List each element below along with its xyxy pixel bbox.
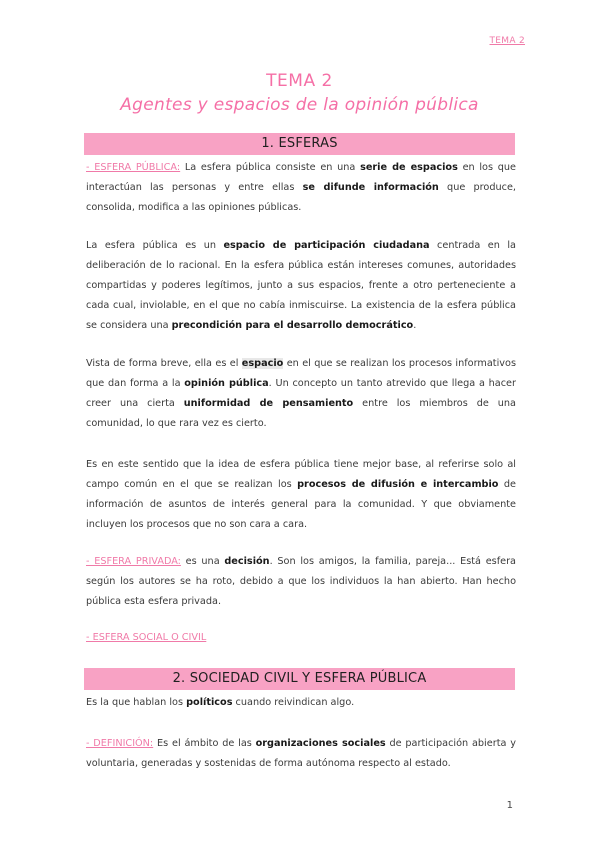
paragraph-text: entre los miembros de una comunidad, lo que rara vez es cierto. [86,398,516,429]
paragraph-text: La esfera pública consiste en una [180,162,361,173]
paragraph-text: . Un concepto un tanto atrevido que llega a hacer creer una cierta [86,378,516,409]
document-title [0,70,599,118]
term-label-esfera-privada: - ESFERA PRIVADA: [86,556,181,567]
paragraph-participacion [86,236,516,336]
bold-term: uniformidad de pensamiento [183,398,354,409]
section-heading-sociedad-civil: 2. SOCIEDAD CIVIL Y ESFERA PÚBLICA [84,668,515,690]
paragraph-text: es una [180,556,225,567]
bold-term: organizaciones sociales [255,738,386,749]
term-label-esfera-social: - ESFERA SOCIAL O CIVIL [86,632,207,643]
term-label-esfera-publica: - ESFERA PÚBLICA: [86,162,181,173]
bold-term: se difunde información [302,182,439,193]
paragraph-esfera-social [86,628,516,648]
paragraph-text: La esfera pública es un [86,240,224,251]
bold-term: espacio [241,358,284,369]
paragraph-text: centrada en la deliberación de lo racional. En la esfera pública están intereses comunes, autoridades compartidas y poderes legítimos, junto a sus espacios, frente a otro perteneciente a cada cual, inviolable, en el que no cabía inmiscuirse. La existencia de la esfera pública se considera una [86,240,516,331]
bold-term: opinión pública [184,378,269,389]
paragraph-espacio [86,354,516,434]
bold-term: políticos [186,697,233,708]
paragraph-esfera-publica [86,158,516,218]
paragraph-text: Vista de forma breve, ella es el [86,358,242,369]
paragraph-definicion [86,734,516,774]
bold-term: espacio de participación ciudadana [223,240,430,251]
bold-term: precondición para el desarrollo democrático [171,320,414,331]
paragraph-text: que produce, consolida, modifica a las opiniones públicas. [86,182,516,213]
paragraph-text: Es la que hablan los [86,697,187,708]
section-heading-esferas: 1. ESFERAS [84,133,515,155]
paragraph-difusion [86,455,516,535]
page-number: 1 [506,800,513,811]
paragraph-esfera-privada [86,552,516,612]
bold-term: serie de espacios [360,162,458,173]
paragraph-text: cuando reivindican algo. [232,697,355,708]
title-topic-name: Agentes y espacios de la opinión pública [120,95,479,115]
paragraph-text: Es en este sentido que la idea de esfera pública tiene mejor base, al referirse solo al campo común en el que se realizan los [86,459,516,490]
running-head: TEMA 2 [489,36,525,46]
paragraph-politicos [86,693,516,713]
bold-term: procesos de difusión e intercambio [297,479,499,490]
paragraph-text: de información de asuntos de interés general para la comunidad. Y que obviamente incluyen los procesos que no son cara a cara. [86,479,516,530]
paragraph-text: . [413,320,417,331]
title-topic-number: TEMA 2 [266,71,333,91]
term-label-definicion: - DEFINICIÓN: [86,738,154,749]
paragraph-text: Es el ámbito de las [153,738,256,749]
bold-term: decisión [224,556,270,567]
paragraph-text: en el que se realizan los procesos informativos que dan forma a la [86,358,516,389]
paragraph-text: en los que interactúan las personas y entre ellas [86,162,516,193]
paragraph-text: . Son los amigos, la familia, pareja... Está esfera según los autores se ha roto, debido a que los individuos la han abierto. Han hecho pública esta esfera privada. [86,556,516,607]
paragraph-text: de participación abierta y voluntaria, generadas y sostenidas de forma autónoma respecto al estado. [86,738,516,769]
